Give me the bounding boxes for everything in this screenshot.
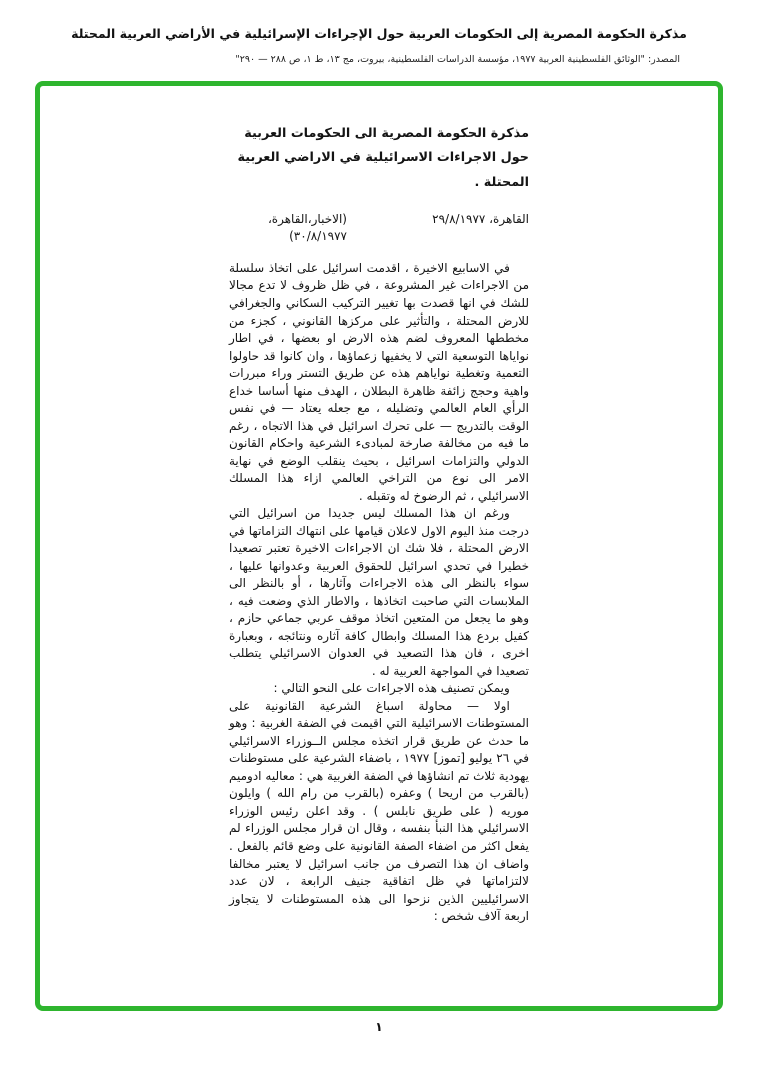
document-frame — [35, 81, 723, 1011]
dateline-source: (الاخبار،القاهرة، ٣٠/٨/١٩٧٧) — [267, 211, 347, 244]
page-number: ١ — [375, 1019, 383, 1034]
paragraph: ورغم ان هذا المسلك ليس جديدا من اسرائيل التي درجت منذ اليوم الاول لاعلان قيامها على انتهاك التزاماتها في الارض المحتلة ، فلا شك ان الاجراءات الاخيرة تعتبر تصعيدا خطيرا في تحدي اسرائيل للحقوق العربية وعدوانها عليها ، سواء بالنظر الى هذه الاجراءات وآثارها ، أو بالنظر الى الملابسات التي صاحبت اتخاذها ، والاطار الذي وضعت فيه ، وهو ما يجعل من المتعين اتخاذ موقف عربي جماعي حازم ، كفيل بردع هذا المسلك وابطال كافة آثاره ونتائجه ، وبعبارة اخرى ، فان هذا التصعيد في العدوان الاسرائيلي يتطلب تصعيدا في المواجهة العربية له . — [229, 506, 529, 678]
dateline-place-date: القاهرة، ٢٩/٨/١٩٧٧ — [432, 211, 529, 226]
document-title: مذكرة الحكومة المصرية الى الحكومات العربية حول الاجراءات الاسرائيلية في الاراضي العربية المحتلة . — [237, 126, 529, 190]
paragraph: اولا — محاولة اسباغ الشرعية القانونية على المستوطنات الاسرائيلية التي اقيمت في الضفة الغربية : وهو ما حدث عن طريق قرار اتخذه مجلس الــوزراء الاسرائيلي في ٢٦ يوليو [تموز] ١٩٧٧ ، باضفاء الشرعية على مستوطنات يهودية ثلاث تم انشاؤها في الضفة الغربية هي : معاليه ادوميم (بالقرب من اريحا ) وعفره (بالقرب من رام الله ) وايلون موريه ( على طريق نابلس ) . وقد اعلن رئيس الوزراء الاسرائيلي هذا النبأ بنفسه ، وقال ان قرار مجلس الوزراء لم يفعل اكثر من اضفاء الصفة القانونية على وضع قائم بالفعل . واضاف ان هذا التصرف من جانب اسرائيل لا يعتبر مخالفا لالتزاماتها في ظل اتفاقية جنيف الرابعة ، لان عدد الاسرائيليين الذين نزحوا الى هذه المستوطنات لا يتجاوز اربعة آلاف شخص : — [229, 698, 529, 924]
page-title: مذكرة الحكومة المصرية إلى الحكومات العربية حول الإجراءات الإسرائيلية في الأراضي العربية المحتلة — [71, 26, 687, 41]
paragraph: ويمكن تصنيف هذه الاجراءات على النحو التالي : — [273, 681, 510, 696]
source-line: المصدر: "الوثائق الفلسطينية العربية ١٩٧٧، مؤسسة الدراسات الفلسطينية، بيروت، مج ١٣، ط ١، ص ٢٨٨ — ٢٩٠" — [235, 54, 680, 65]
document-body — [229, 122, 529, 926]
paragraph: في الاسابيع الاخيرة ، اقدمت اسرائيل على اتخاذ سلسلة من الاجراءات غير المشروعة ، في ظل ظروف لا تدع مجالا للشك في انها قصدت بها تغيير التركيب السكاني والجغرافي للارض المحتلة ، والتأثير على مركزها القانوني ، كجزء من مخططها المعروف لضم هذه الارض او بعضها ، في اطار نواياها التوسعية التي لا يخفيها زعماؤها ، وان كانوا قد حاولوا التعمية وتغطية نواياهم هذه عن طريق التستر وراء مبررات واهية وحجج زائفة ظاهرة البطلان ، الهدف منها أساسا خداع الرأي العام العالمي وتضليله ، مع جعله يعتاد — في نفس الوقت بالتدريج — على تحرك اسرائيل في هذا الاتجاه ، رغم ما فيه من مخالفة صارخة لمبادىء الشرعية واحكام القانون الدولي والتزامات اسرائيل ، بحيث ينقلب الوضع في نهاية الامر الى نوع من التراخي العالمي ازاء هذا المسلك الاسرائيلي ، ثم الرضوخ له وتقبله . — [229, 260, 529, 503]
dateline — [229, 211, 529, 246]
